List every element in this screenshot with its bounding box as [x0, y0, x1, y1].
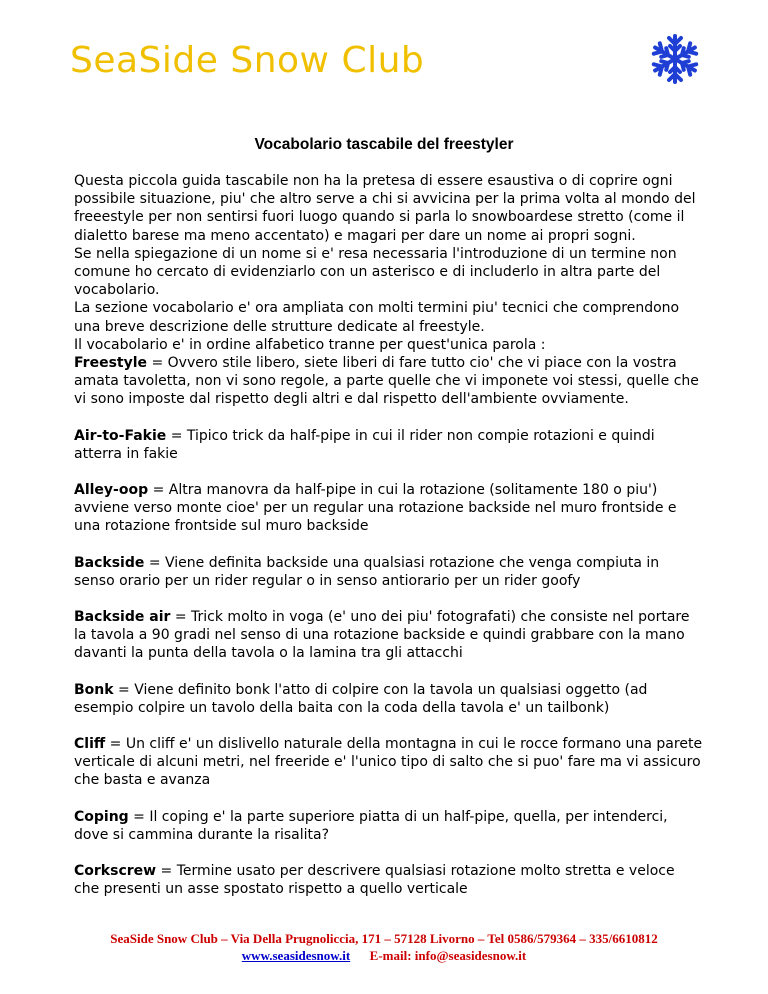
term: Backside — [74, 554, 145, 571]
definition: = Altra manovra da half-pipe in cui la rotazione (solitamente 180 o piu') avviene verso monte cioe' per un regular una rotazione backside nel muro frontside e una rotazione frontside sul muro backside — [74, 482, 677, 535]
vocabulary-entry — [74, 481, 704, 536]
footer-address: SeaSide Snow Club – Via Della Prugnoliccia, 171 – 57128 Livorno – Tel 0586/579364 – 335/6610812 — [110, 931, 658, 946]
term-freestyle: Freestyle — [74, 355, 148, 372]
definition: = Trick molto in voga (e' uno dei piu' fotografati) che consiste nel portare la tavola a 90 gradi nel senso di una rotazione backside e quindi grabbare con la mano davanti la punta della tavola o la lamina tra gli attacchi — [74, 609, 690, 662]
term: Backside air — [74, 609, 171, 626]
definition: = Viene definita backside una qualsiasi rotazione che venga compiuta in senso orario per un rider regular o in senso antiorario per un rider goofy — [74, 554, 660, 589]
freestyle-definition — [74, 354, 704, 409]
vocabulary-entry — [74, 862, 704, 898]
logo-text: SeaSide Snow Club — [70, 40, 425, 81]
snowflake-icon — [649, 33, 701, 85]
term: Alley-oop — [74, 482, 149, 499]
document-body — [74, 172, 704, 899]
term: Cliff — [74, 736, 106, 753]
footer-contacts — [0, 947, 768, 964]
intro-paragraph: Questa piccola guida tascabile non ha la pretesa di essere esaustiva o di coprire ogni possibile situazione, piu' che altro serve a chi si avvicina per la prima volta al mondo del freeestyle per non sentirsi fuori luogo quando si parla lo snowboardese stretto (come il dialetto barese ma meno accentato) e magari per dare un nome ai propri sogni. — [74, 173, 696, 244]
vocabulary-entry — [74, 681, 704, 717]
footer — [0, 930, 768, 964]
page-title: Vocabolario tascabile del freestyler — [254, 136, 514, 153]
vocabulary-entry — [74, 608, 704, 663]
vocabulary-entry — [74, 808, 704, 844]
website-link[interactable]: www.seasidesnow.it — [241, 948, 351, 963]
term: Bonk — [74, 681, 114, 698]
definition: = Termine usato per descrivere qualsiasi rotazione molto stretta e veloce che presenti un asse spostato rispetto a quello verticale — [74, 863, 675, 898]
definition: = Ovvero stile libero, siete liberi di fare tutto cio' che vi piace con la vostra amata tavoletta, non vi sono regole, a parte quelle che vi imponete voi stessi, quelle che vi sono imposte dal rispetto degli altri e dal rispetto dell'ambiente ovviamente. — [74, 355, 699, 408]
definition: = Un cliff e' un dislivello naturale della montagna in cui le rocce formano una parete verticale di alcuni metri, nel freeride e' l'unico tipo di salto che si puo' fare ma vi assicuro che basta e avanza — [74, 736, 703, 789]
intro-paragraph: Se nella spiegazione di un nome si e' resa necessaria l'introduzione di un termine non comune ho cercato di evidenziarlo con un asterisco e di includerlo in altra parte del vocabolario. — [74, 245, 677, 299]
intro-paragraph: Il vocabolario e' in ordine alfabetico tranne per quest'unica parola : — [74, 336, 546, 353]
email-text: E-mail: info@seasidesnow.it — [369, 948, 527, 963]
term: Air-to-Fakie — [74, 427, 167, 444]
definition: = Viene definito bonk l'atto di colpire con la tavola un qualsiasi oggetto (ad esempio colpire un tavolo della baita con la coda della tavola e' un tailbonk) — [74, 681, 648, 716]
intro-paragraph: La sezione vocabolario e' ora ampliata con molti termini piu' tecnici che comprendono una breve descrizione delle strutture dedicate al freestyle. — [74, 300, 680, 335]
vocabulary-entry — [74, 735, 704, 790]
vocabulary-entry — [74, 554, 704, 590]
vocabulary-entry — [74, 427, 704, 463]
term: Corkscrew — [74, 863, 157, 880]
term: Coping — [74, 808, 129, 825]
intro — [74, 172, 704, 409]
definition: = Il coping e' la parte superiore piatta di un half-pipe, quella, per intenderci, dove si cammina durante la risalita? — [74, 808, 668, 843]
definition: = Tipico trick da half-pipe in cui il rider non compie rotazioni e quindi atterra in fakie — [74, 427, 655, 462]
